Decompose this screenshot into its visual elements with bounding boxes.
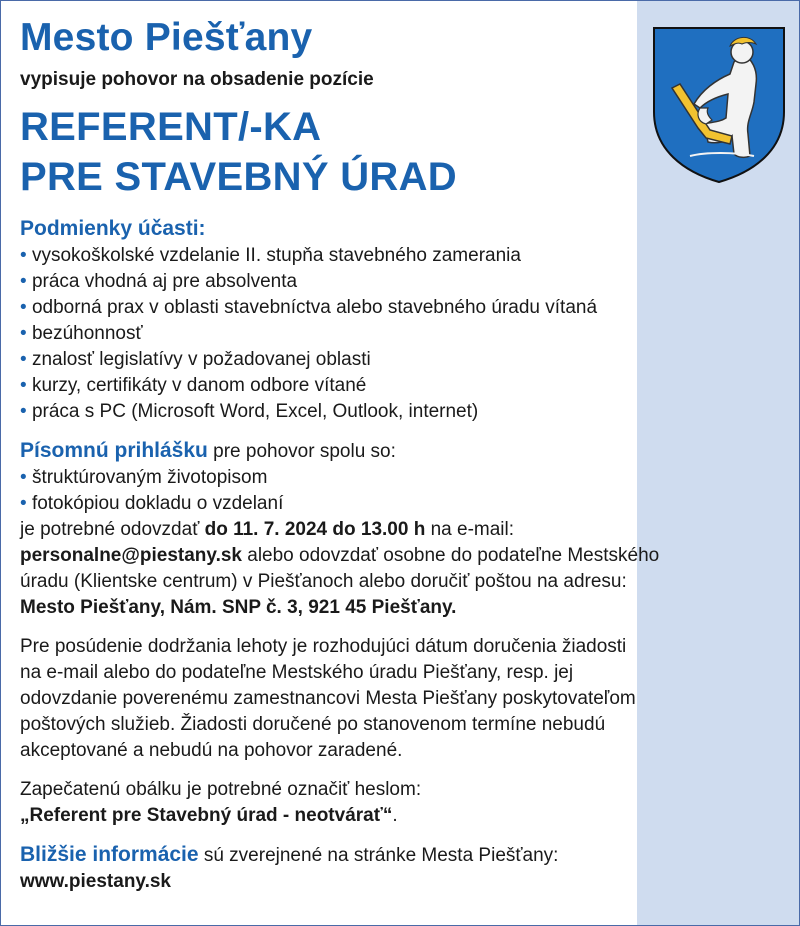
envelope-note: Zapečatenú obálku je potrebné označiť heslom: „Referent pre Stavebný úrad - neotvárať“.: [20, 779, 422, 826]
application-heading: Písomnú prihlášku pre pohovor spolu so:: [20, 439, 396, 462]
list-item: • kurzy, certifikáty v danom odbore vítané: [20, 375, 367, 396]
email-line: personalne@piestany.sk alebo odovzdať osobne do podateľne Mestského: [20, 545, 660, 566]
list-item: • fotokópiou dokladu o vzdelaní: [20, 493, 284, 514]
bullet-icon: •: [20, 297, 27, 318]
envelope-code: „Referent pre Stavebný úrad - neotvárať“: [20, 805, 393, 826]
bullet-icon: •: [20, 349, 27, 370]
list-item: • znalosť legislatívy v požadovanej oblasti: [20, 349, 371, 370]
email-address: personalne@piestany.sk: [20, 545, 242, 566]
bullet-icon: •: [20, 375, 27, 396]
list-item: • práca vhodná aj pre absolventa: [20, 271, 298, 292]
bullet-icon: •: [20, 467, 27, 488]
bullet-icon: •: [20, 493, 27, 514]
info-title: Bližšie informácie: [20, 843, 199, 866]
list-item: • odborná prax v oblasti stavebníctva alebo stavebného úradu vítaná: [20, 297, 598, 318]
position-title: [20, 102, 790, 202]
conditions-title: Podmienky účasti:: [20, 217, 206, 240]
position-title-line1: REFERENT/-KA: [20, 105, 322, 149]
info-section: Bližšie informácie sú zverejnené na stránke Mesta Piešťany: www.piestany.sk: [20, 842, 790, 895]
bullet-icon: •: [20, 271, 27, 292]
deadline-line: je potrebné odovzdať do 11. 7. 2024 do 13.00 h na e-mail:: [20, 519, 515, 540]
bullet-icon: •: [20, 323, 27, 344]
list-item: • práca s PC (Microsoft Word, Excel, Outlook, internet): [20, 401, 479, 422]
website-url: www.piestany.sk: [20, 871, 171, 892]
list-item: • vysokoškolské vzdelanie II. stupňa stavebného zamerania: [20, 245, 521, 266]
position-title-line2: PRE STAVEBNÝ ÚRAD: [20, 155, 457, 199]
application-list: [20, 465, 790, 517]
city-name: Mesto Piešťany: [20, 16, 313, 59]
list-item: • štruktúrovaným životopisom: [20, 467, 268, 488]
bullet-icon: •: [20, 401, 27, 422]
subtitle: vypisuje pohovor na obsadenie pozície: [20, 69, 374, 90]
conditions-list: [20, 243, 790, 425]
application-title: Písomnú prihlášku: [20, 439, 208, 462]
deadline-note: Pre posúdenie dodržania lehoty je rozhodujúci dátum doručenia žiadosti na e-mail alebo do podateľne Mestského úradu Piešťany, resp. jej odovzdanie poverenému zamestnancovi Mesta Piešťany poskytovateľom poštových služieb. Žiadosti doručené po stanovenom termíne nebudú akceptované a nebudú na pohovor zaradené.: [20, 636, 636, 761]
list-item: • bezúhonnosť: [20, 323, 143, 344]
announcement: [20, 14, 790, 895]
postal-address: Mesto Piešťany, Nám. SNP č. 3, 921 45 Piešťany.: [20, 597, 457, 618]
deadline-date: do 11. 7. 2024 do 13.00 h: [204, 519, 426, 540]
bullet-icon: •: [20, 245, 27, 266]
office-line: úradu (Klientske centrum) v Piešťanoch alebo doručiť poštou na adresu:: [20, 571, 627, 592]
